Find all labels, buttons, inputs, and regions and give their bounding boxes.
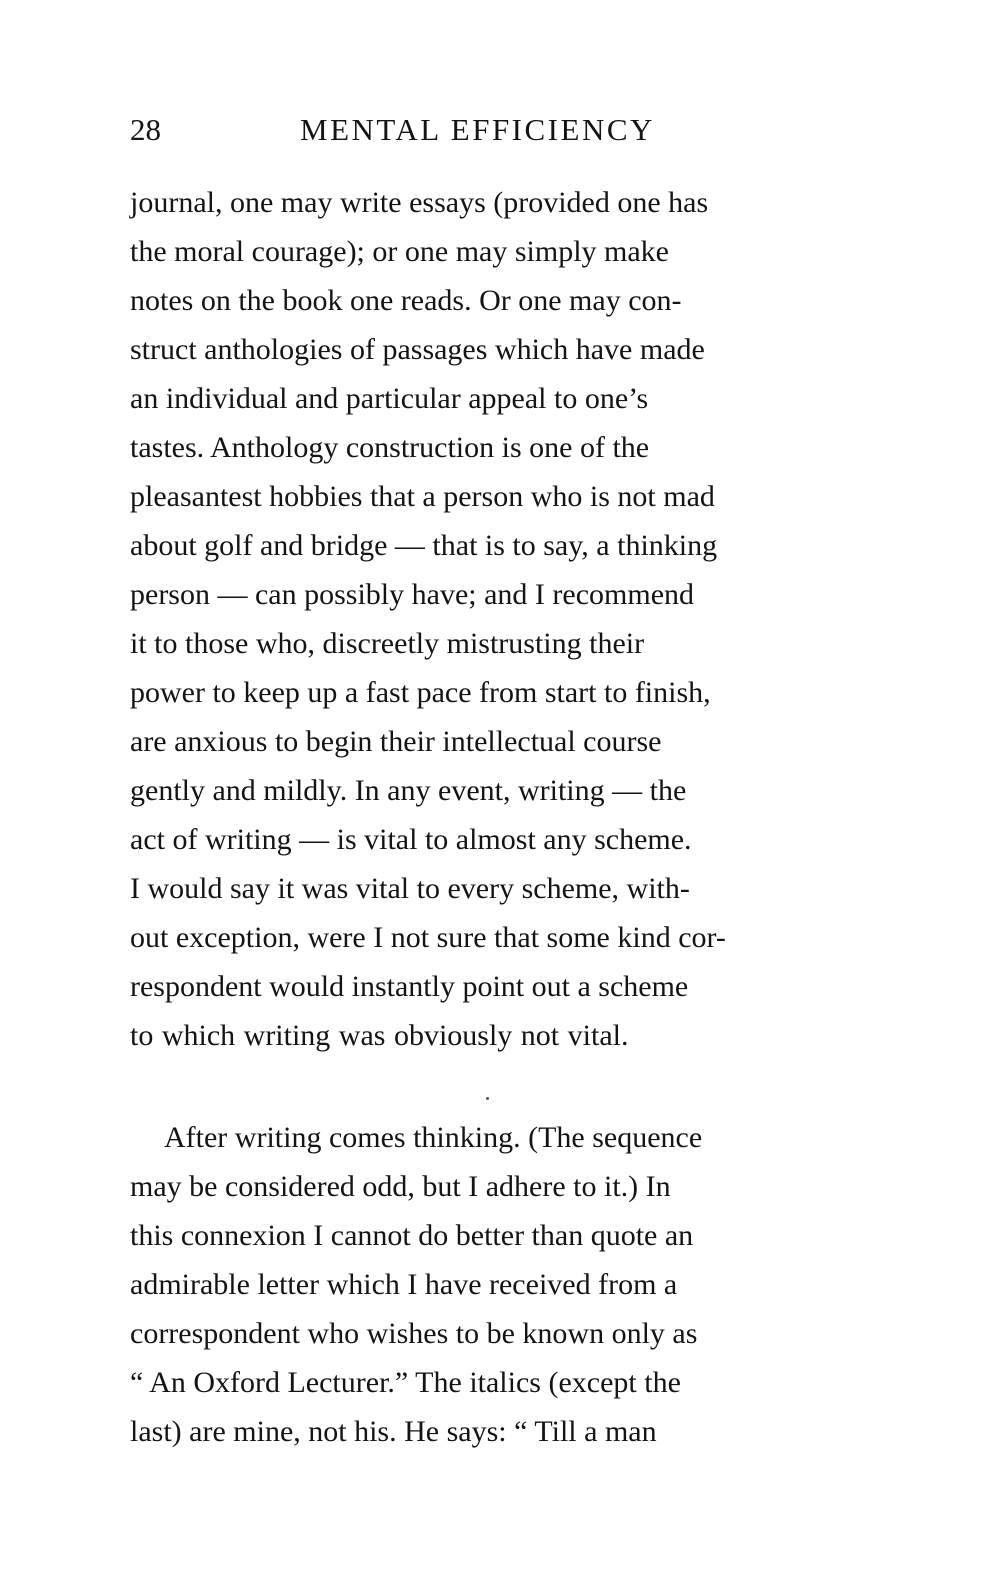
running-head — [130, 112, 870, 162]
text-line: After writing comes thinking. (The sequence — [164, 1121, 703, 1154]
text-line: person — can possibly have; and I recommend — [130, 578, 695, 611]
text-line: power to keep up a fast pace from start to finish, — [130, 676, 711, 709]
text-line: I would say it was vital to every scheme, with- — [130, 872, 690, 905]
text-line: tastes. Anthology construction is one of the — [130, 431, 650, 464]
text-line: are anxious to begin their intellectual course — [130, 725, 662, 758]
text-line: the moral courage); or one may simply make — [130, 235, 669, 268]
text-line: may be considered odd, but I adhere to it.) In — [130, 1170, 671, 1203]
text-line: act of writing — is vital to almost any scheme. — [130, 823, 692, 856]
text-line: notes on the book one reads. Or one may con- — [130, 284, 682, 317]
text-line: an individual and particular appeal to one’s — [130, 382, 649, 415]
text-line: it to those who, discreetly mistrusting their — [130, 627, 645, 660]
text-line: this connexion I cannot do better than quote an — [130, 1219, 694, 1252]
running-title: MENTAL EFFICIENCY — [300, 112, 655, 147]
page-number: 28 — [130, 112, 161, 147]
text-line: struct anthologies of passages which have made — [130, 333, 705, 366]
text-line: journal, one may write essays (provided one has — [130, 186, 709, 219]
text-line: about golf and bridge — that is to say, a thinking — [130, 529, 718, 562]
paragraph-2 — [130, 1113, 872, 1456]
text-line: last) are mine, not his. He says: “ Till a man — [130, 1415, 657, 1448]
text-line: admirable letter which I have received from a — [130, 1268, 678, 1301]
text-line: to which writing was obviously not vital. — [130, 1019, 629, 1052]
paragraph-1 — [130, 178, 872, 1060]
text-line: gently and mildly. In any event, writing — the — [130, 774, 687, 807]
text-line: pleasantest hobbies that a person who is not mad — [130, 480, 715, 513]
print-speck — [486, 1097, 489, 1100]
text-line: out exception, were I not sure that some kind cor- — [130, 921, 726, 954]
text-line: respondent would instantly point out a scheme — [130, 970, 689, 1003]
text-line: correspondent who wishes to be known only as — [130, 1317, 698, 1350]
text-line: “ An Oxford Lecturer.” The italics (except the — [130, 1366, 681, 1399]
